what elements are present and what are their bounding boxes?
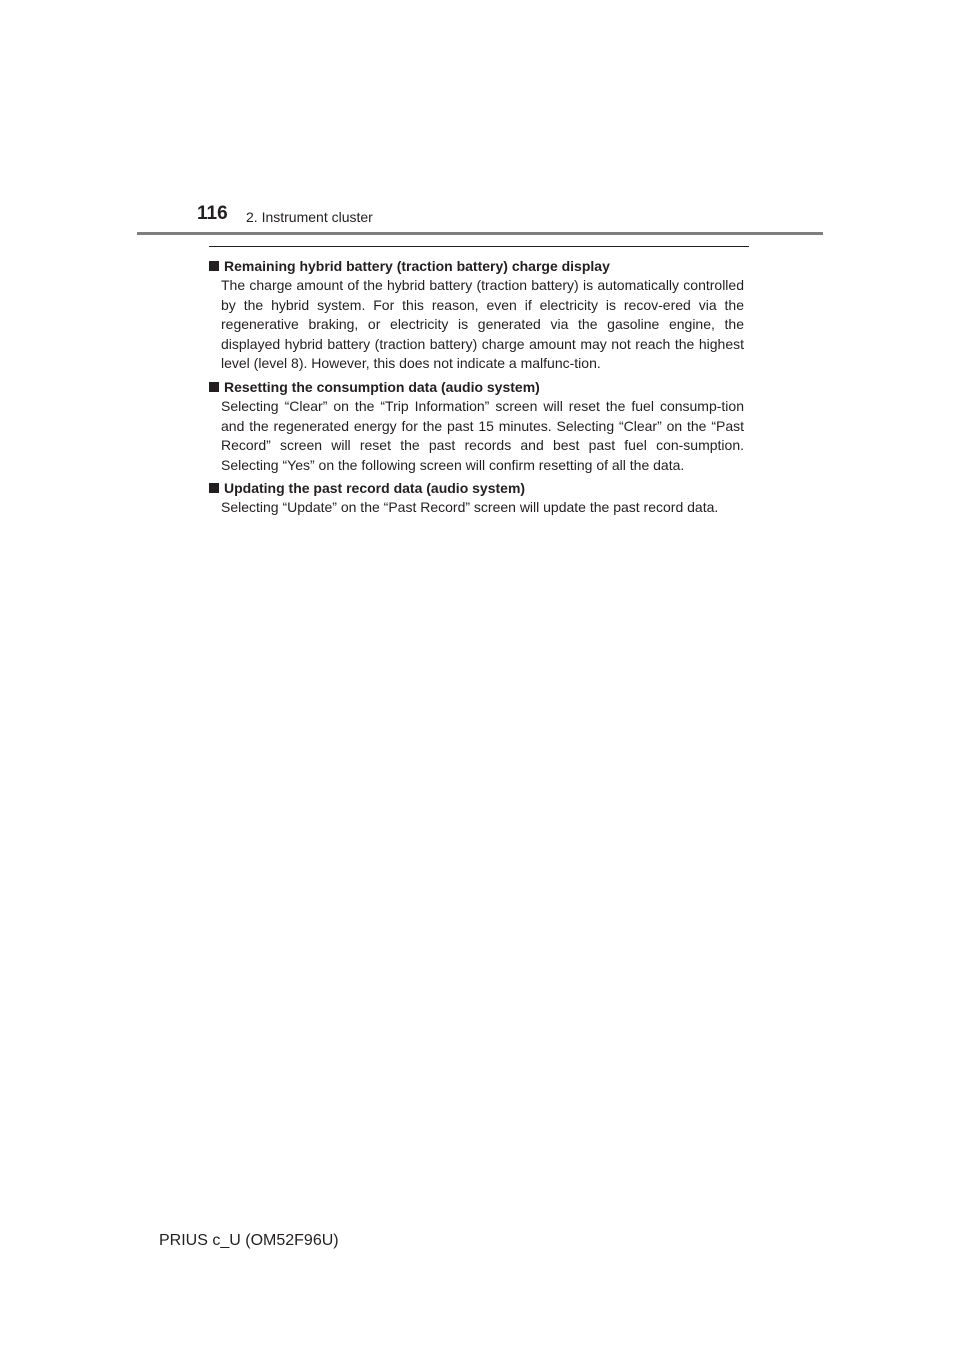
content-divider [209, 246, 749, 247]
header-divider [137, 232, 823, 235]
section-title: 2. Instrument cluster [246, 209, 373, 225]
model-code-footer: PRIUS c_U (OM52F96U) [159, 1232, 339, 1249]
note-remaining-charge-display [209, 256, 744, 374]
notes-section [209, 256, 744, 521]
note-resetting-consumption-data [209, 377, 744, 475]
note-heading-text: Resetting the consumption data (audio system) [224, 378, 540, 395]
square-bullet-icon [209, 382, 219, 392]
note-heading [209, 256, 744, 276]
page-number: 116 [197, 203, 228, 224]
note-heading-text: Updating the past record data (audio system) [224, 480, 526, 497]
note-heading [209, 478, 744, 498]
square-bullet-icon [209, 483, 219, 493]
note-body: Selecting “Clear” on the “Trip Information” screen will reset the fuel consump-tion and the regenerated energy for the past 15 minutes. Selecting “Clear” on the “Past Record” screen will reset the past records and best past fuel con-sumption. Selecting “Yes” on the following screen will confirm resetting of all the data. [221, 397, 744, 473]
note-body: Selecting “Update” on the “Past Record” screen will update the past record data. [221, 499, 719, 516]
note-body: The charge amount of the hybrid battery (traction battery) is automatically controlled by the hybrid system. For this reason, even if electricity is recov-ered via the regenerative braking, or electricity is generated via the gasoline engine, the displayed hybrid battery (traction battery) charge amount may not reach the highest level (level 8). However, this does not indicate a malfunc-tion. [221, 277, 744, 372]
note-heading-text: Remaining hybrid battery (traction battery) charge display [224, 258, 610, 274]
note-updating-past-record [209, 478, 744, 518]
square-bullet-icon [209, 261, 219, 271]
note-heading [209, 377, 744, 397]
